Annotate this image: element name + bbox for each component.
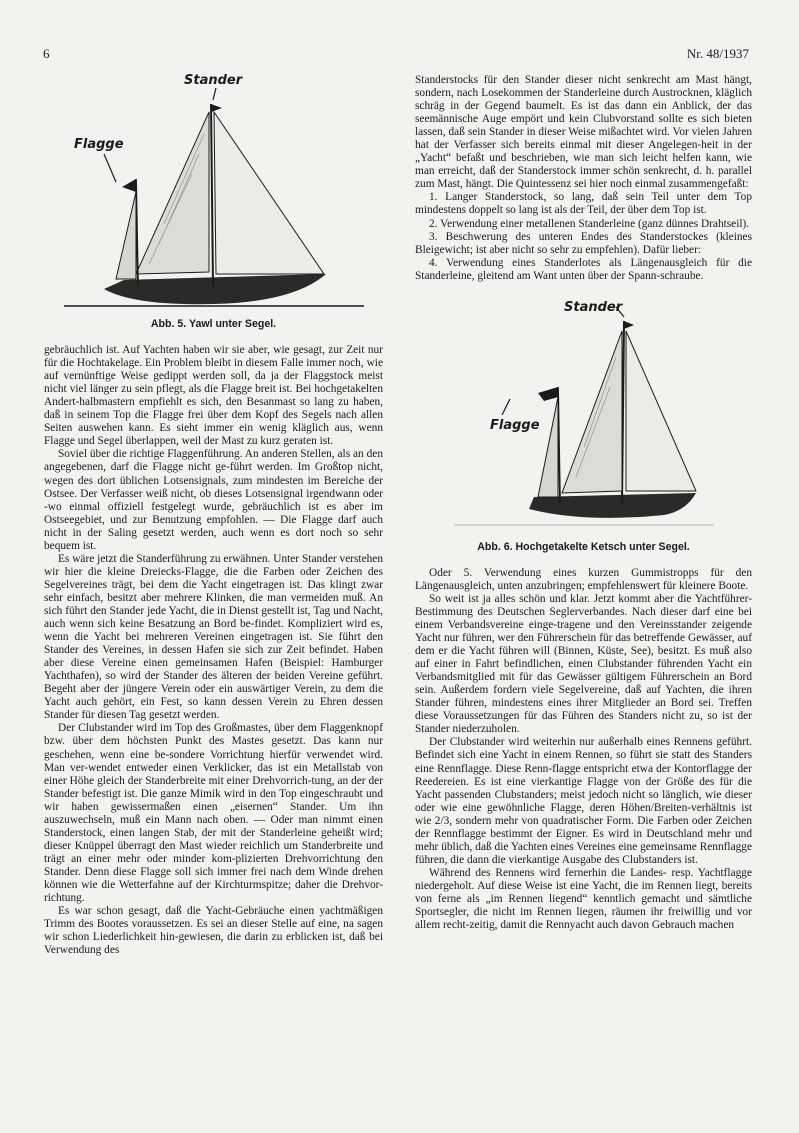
paragraph: Oder 5. Verwendung eines kurzen Gummistropps für den Längenausgleich, unten anzubringen; empfehlenswert für kleinere Boote. — [415, 566, 752, 592]
right-column — [415, 74, 752, 932]
issue-number: Nr. 48/1937 — [686, 46, 749, 61]
list-item: 4. Verwendung eines Standerlotes als Längenausgleich für die Standerleine, gleitend am Want unten über der Spann-schraube. — [415, 256, 752, 282]
list-item: 3. Beschwerung des unteren Endes des Standerstockes (kleines Bleigewicht; ist aber nicht so sehr zu empfehlen). Dafür lieber: — [415, 230, 752, 256]
mizzen-sail — [538, 397, 558, 497]
left-column — [44, 74, 383, 957]
paragraph: So weit ist ja alles schön und klar. Jetzt kommt aber die Yachtführer-Bestimmung des Deutschen Seglerverbandes. Nach dieser darf eine bei einem Verbandsvereine einge-tragene und den Vereinsstander zeigende Yacht nur führen, wer den Führerschein für das betreffende Gewässer, auf dem er die Yacht führen will (Binnen, Küste, See), besitzt. Es muß also auf einer in Fahrt befindlichen, einen Clubstander führenden Yacht ein Verbandsmitglied mit für das Gewässer gültigem Führerschein an Bord sein. Außerdem fordern viele Segelvereine, daß auf Yachten, die ihren Stander führen, mindestens eines ihrer Mitglieder an Bord sei. Treffen diese Voraussetzungen für das Führen des Standers nicht zu, so ist der Stander niederzuholen. — [415, 592, 752, 736]
mizzen-sail — [116, 192, 136, 279]
yawl-sketch — [64, 74, 364, 314]
paragraph: Standerstocks für den Stander dieser nicht senkrecht am Mast hängt, sondern, nach Losekommen der Standerleine durch Austrocknen, kläglich schräg in der Gegend baumelt. Es ist das dann ein Anblick, der das seemännische Auge empört und kein Clubvorstand sollte es sich bieten lassen, daß sein Stander in dieser Weise mißachtet wird. Vor vielen Jahren hat der Verfasser sich bereits einmal mit dieser Angelegen-heit in der „Yacht“ befaßt und beschrieben, wie man sich leicht helfen kann, wie man erreicht, daß der Standerstock immer schön senkrecht, d. h. parallel zum Mast, hängt. Die Quintessenz sei hier noch einmal zusammengefaßt: — [415, 74, 752, 191]
figure-caption: Abb. 5. Yawl unter Segel. — [150, 318, 277, 330]
main-mast — [211, 104, 213, 286]
right-text-bottom — [415, 567, 752, 932]
paragraph: Es wäre jetzt die Standerführung zu erwähnen. Unter Stander verstehen wir hier die kleine Dreiecks-Flagge, die die Farben oder Zeichen des Segelvereines trägt, bei dem die Yacht eingetragen ist. Das klingt zwar sehr einfach, besitzt aber mehrere Klinken, die man vermeiden muß. An sich führt den Stander jede Yacht, die in Dienst gestellt ist, Tag und Nacht, auch wenn sich keine Besatzung an Bord be-findet. Kompliziert wird es, wenn die Yacht bei mehreren Vereinen eingetragen ist. Sie führt den Stander des Vereines, in dessen Hafen sie sich zur Zeit befindet. Haben aber diese Vereine einen gemeinsamen Hafen (Beispiel: Hamburger Yachthafen), so wird der Stander des älteren der beiden Vereine geführt. Begeht aber der jüngere Verein oder ein auswärtiger Verein, zu dem die Yacht auch gehört, ein Fest, so kann dessen Verein zu Ehren dessen Stander für diesen Tag gesetzt werden. — [44, 552, 383, 722]
flagge-arrow — [104, 154, 116, 182]
stander-pennant — [211, 104, 222, 112]
stander-arrow — [213, 88, 216, 100]
list-item: 1. Langer Standerstock, so lang, daß sein Teil unter dem Top mindestens doppelt so lang ist als der Teil, der über dem Top ist. — [415, 191, 752, 217]
paragraph: gebräuchlich ist. Auf Yachten haben wir sie aber, wie gesagt, zur Zeit nur für die Hochtakelage. Ein Problem bleibt in diesem Falle immer noch, wie auf vernünftige Weise gedippt werden soll, da ja der Flaggstock meist nicht viel länger zu sein pflegt, als die Flagge breit ist. Bei hochgetakelten Andert-halbmastern empfiehlt es sich, den Besanmast so lang zu haben, daß in seinem Top die Flagge frei über dem Kopf des Segels nach allen Seiten auswehen kann. Es sieht immer ein wenig kläglich aus, wenn Flagge und Segel überlappen, weil der Mast zu kurz geraten ist. — [44, 344, 383, 448]
flagge-label: Flagge — [489, 417, 540, 433]
ketsch-sketch — [434, 297, 734, 537]
paragraph: Soviel über die richtige Flaggenführung. An anderen Stellen, als an den angegebenen, darf die Flagge nicht ge-führt werden. Im Großtop nicht, wegen des dort üblichen Lotsensignals, zum mindesten im Bereiche der Ostsee. Der Verfasser weiß nicht, ob dieses Lotsensignal irgendwann oder -wo einmal offiziell festgelegt wurde, gebräuchlich ist es aber im Ostseegebiet, und zur Benutzung empfohlen. — Die Flagge darf auch nicht in der Saling gesetzt werden, auch wenn es dort noch so sehr bequem ist. — [44, 448, 383, 552]
paragraph: Während des Rennens wird fernerhin die Landes- resp. Yachtflagge niedergeholt. Auf diese Weise ist eine Yacht, die im Rennen liegt, bereits von ferne als „im Rennen liegend“ kenntlich gemacht und sämtliche Sportsegler, die nicht im Rennen liegen, räumen ihr freiwillig und vor allem recht-zeitig, damit die Rennyacht auch davon Gebrauch machen — [415, 866, 752, 932]
page-number: 6 — [43, 46, 50, 61]
main-sail — [136, 112, 209, 274]
stander-label: Stander — [183, 74, 242, 88]
paragraph: Der Clubstander wird weiterhin nur außerhalb eines Rennens geführt. Befindet sich eine Yacht in einem Rennen, so führt sie statt des Standers eine Rennflagge. Diese Renn-flagge entspricht etwa der Kontorflagge der Reedereien. Es ist eine vierkantige Flagge von der Größe des für die Yacht passenden Clubstanders; meist jedoch nicht so länglich, wie dieser oder wie eine gewöhnliche Flagge, deren Höhen/Breiten-verhältnis ist wie 2/3, sondern mehr von quadratischer Form. Die Farben oder Zeichen der Rennflagge bestimmt der Eigner. Es wird in Deutschland mehr und mehr üblich, daß die Yachten eines Vereines eine gemeinsame Rennflagge führen, die dann die vierkantige Ausgabe des Clubstanders ist. — [415, 736, 752, 866]
flagge-label: Flagge — [73, 137, 124, 152]
paragraph: Der Clubstander wird im Top des Großmastes, über dem Flaggenknopf bzw. über dem höchsten Punkt des Mastes gesetzt. Das kann nur geschehen, wenn eine be-sondere Vorrichtung hierfür verwendet wird. Man ver-wendet entweder einen Verklicker, das ist ein Metallstab von einer Höhe gleich der Standerbreite mit einer Drehvorrich-tung, an der der Stander befestigt ist. Die ganze Mimik wird in den Top eingeschraubt und wir haben gewissermaßen einen „eisernen“ Stander. Um ihn auszuwechseln, muß ein Mann nach oben. — Oder man nimmt einen Standerstock, einen langen Stab, der mit der Standerleine geheißt wird; dieser Knüppel überragt den Mast wieder reichlich um Standerbreite und trägt an einer mehr oder minder kom-plizierten Drehvorrichtung den Stander. Denn diese Flagge soll sich immer frei nach dem Winde drehen können wie die Wetterfahne auf der Kirchturmspitze; daher die Drehvor-richtung. — [44, 722, 383, 905]
figure-caption: Abb. 6. Hochgetakelte Ketsch unter Segel. — [477, 540, 690, 553]
main-sail — [562, 331, 622, 493]
stander-pennant — [624, 321, 634, 329]
flag — [122, 179, 136, 192]
left-text-block — [44, 344, 383, 957]
paragraph: Es war schon gesagt, daß die Yacht-Gebräuche einen yachtmäßigen Trimm des Bootes voraussetzen. Es sei an dieser Stelle auf eine, na sagen wir schon Liederlichkeit hin-gewiesen, die darin zu erblicken ist, daß bei Verwendung des — [44, 905, 383, 957]
flagge-arrow — [502, 399, 510, 415]
figure-ketsch — [415, 297, 752, 554]
figure-yawl — [44, 74, 383, 331]
flag — [538, 387, 558, 401]
jib — [626, 331, 696, 491]
list-item: 2. Verwendung einer metallenen Standerleine (ganz dünnes Drahtseil). — [429, 217, 750, 230]
right-text-top — [415, 74, 752, 283]
stander-label: Stander — [563, 299, 622, 315]
jib — [214, 112, 324, 274]
